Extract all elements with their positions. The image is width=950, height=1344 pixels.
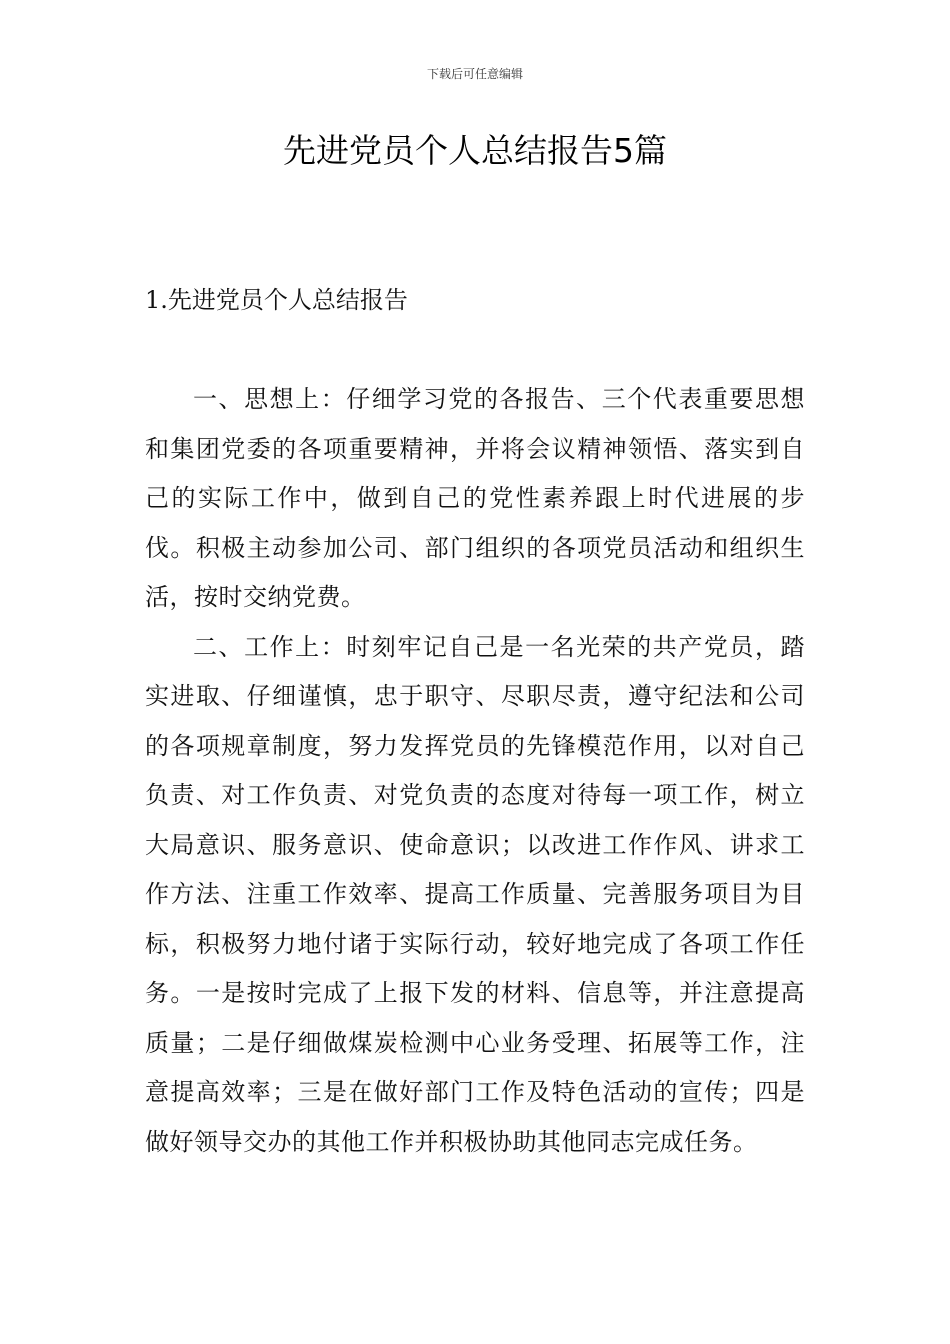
header-note: 下载后可任意编辑	[426, 67, 523, 81]
paragraph-work: 二、工作上：时刻牢记自己是一名光荣的共产党员，踏实进取、仔细谨慎，忠于职守、尽职尽责，遵守纪法和公司的各项规章制度，努力发挥党员的先锋模范作用，以对自己负责、对工作负责、对党负责的态度对待每一项工作，树立大局意识、服务意识、使命意识；以改进工作作风、讲求工作方法、注重工作效率、提高工作质量、完善服务项目为目标，积极努力地付诸于实际行动，较好地完成了各项工作任务。一是按时完成了上报下发的材料、信息等，并注意提高质量；二是仔细做煤炭检测中心业务受理、拓展等工作，注意提高效率；三是在做好部门工作及特色活动的宣传；四是做好领导交办的其他工作并积极协助其他同志完成任务。	[145, 632, 805, 1156]
section-heading: 1.先进党员个人总结报告	[145, 286, 408, 314]
paragraph-ideology: 一、思想上：仔细学习党的各报告、三个代表重要思想和集团党委的各项重要精神，并将会议精神领悟、落实到自己的实际工作中，做到自己的党性素养跟上时代进展的步伐。积极主动参加公司、部门组织的各项党员活动和组织生活，按时交纳党费。	[145, 385, 805, 611]
document-body	[145, 375, 805, 1167]
document-title: 先进党员个人总结报告5篇	[283, 131, 667, 170]
